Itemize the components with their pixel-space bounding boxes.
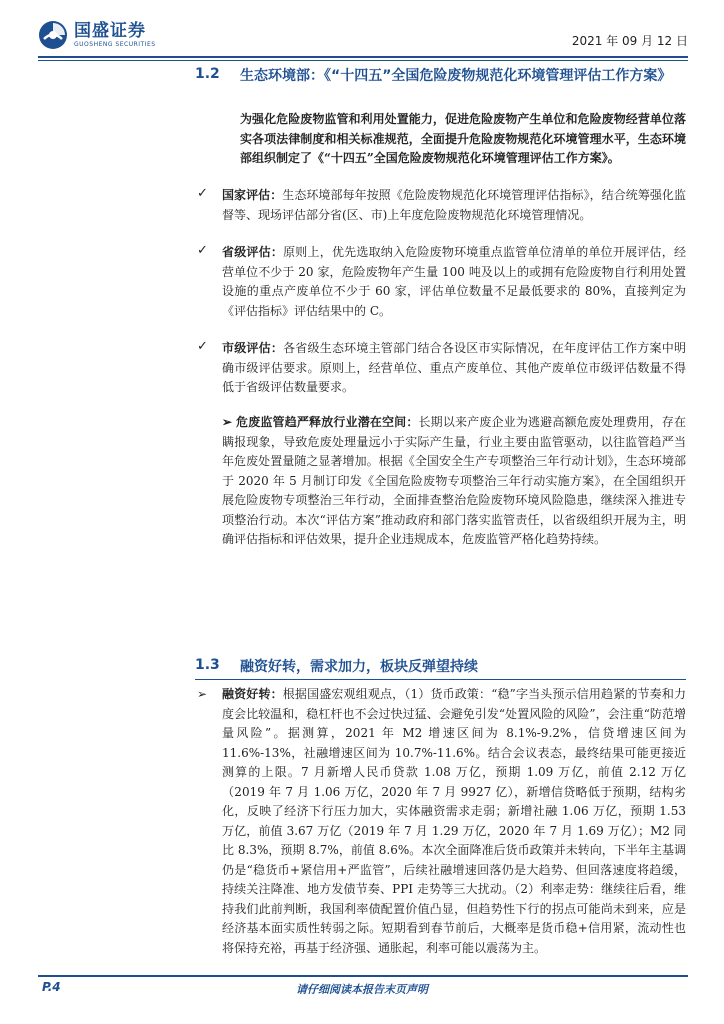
section-number: 1.3 bbox=[195, 657, 220, 673]
footer-disclaimer: 请仔细阅读本报告末页声明 bbox=[296, 983, 428, 996]
section-title: 生态环境部：《“十四五”全国危险废物规范化环境管理评估工作方案》 bbox=[240, 68, 672, 84]
financing-paragraph bbox=[222, 685, 686, 958]
section-intro: 为强化危险废物监管和利用处置能力，促进危险废物产生单位和危险废物经营单位落实各项法律制度和相关标准规范，全面提升危险废物规范化环境管理水平，生态环境部组织制定了《“十四五”全国危险废物规范化环境管理评估工作方案》。 bbox=[240, 112, 686, 165]
page-number: P.4 bbox=[42, 980, 61, 994]
footer-divider bbox=[38, 975, 688, 977]
logo-chinese-name: 国盛证券 bbox=[74, 20, 146, 41]
list-item-national bbox=[222, 186, 686, 225]
insight-text: 长期以来产废企业为逃避高额危废处理费用，存在瞒报现象，导致危废处理量远小于实际产生量，行业主要由监管驱动，以往监管趋严当年危废处置量随之显著增加。根据《全国安全生产专项整治三年行动计划》，生态环境部于 2020 年 5 月制订印发《全国危险废物专项整治三年行动实施方案》，在全国组织开展危险废物专项整治三年行动，全面排查整治危险废物环境风险隐患，继续深入推进专项整治行动。本次“评估方案”推动政府和部门落实监管责任，以省级组织开展为主，明确评估指标和评估效果，提升企业违规成本，危废监管严格化趋势持续。 bbox=[222, 415, 686, 546]
section-title: 融资好转，需求加力，板块反弹望持续 bbox=[240, 659, 478, 675]
list-item-text: 各省级生态环境主管部门结合各设区市实际情况，在年度评估工作方案中明确市级评估要求。原则上，经营单位、重点产废单位、其他产废单位市级评估数量不得低于省级评估数量要求。 bbox=[222, 341, 686, 394]
list-item-municipal bbox=[222, 339, 686, 398]
company-logo bbox=[38, 20, 156, 50]
list-item-label: 省级评估： bbox=[222, 245, 284, 259]
check-icon: ✓ bbox=[197, 339, 208, 354]
section-number: 1.2 bbox=[195, 66, 220, 82]
list-item-text: 生态环境部每年按照《危险废物规范化环境管理评估指标》，结合统筹强化监督等、现场评估部分省(区、市)上年度危险废物规范化环境管理情况。 bbox=[222, 188, 686, 222]
arrow-icon: ➢ bbox=[222, 415, 233, 429]
logo-english-name: GUOSHENG SECURITIES bbox=[74, 40, 156, 48]
list-item-text: 原则上，优先选取纳入危险废物环境重点监管单位清单的单位开展评估，经营单位不少于 20 家，危险废物年产生量 100 吨及以上的或拥有危险废物自行利用处置设施的重点产废单位不少于 60 家，评估单位数量不足最低要求的 80%，直接判定为《评估指标》评估结果中的 C。 bbox=[222, 245, 686, 318]
list-item-label: 国家评估： bbox=[222, 188, 283, 202]
report-date: 2021 年 09 月 12 日 bbox=[571, 34, 688, 48]
check-icon: ✓ bbox=[197, 243, 208, 258]
guosheng-logo-icon bbox=[38, 20, 68, 50]
list-item-label: 融资好转： bbox=[222, 687, 283, 701]
section-divider bbox=[195, 679, 686, 680]
list-item-text: 根据国盛宏观组观点，（1）货币政策：“稳”字当头预示信用趋紧的节奏和力度会比较温和，稳杠杆也不会过快过猛、会避免引发“处置风险的风险”，会注重“防范增量风险”。据测算，2021 年 M2 增速区间为 8.1%-9.2%，信贷增速区间为 11.6%-13%，社融增速区间为 10.7%-11.6%。结合会议表态，最终结果可能更接近测算的上限。7 月新增人民币贷款 1.08 万亿，预期 1.09 万亿，前值 2.12 万亿（2019 年 7 月 1.06 万亿，2020 年 7 月 9927 亿），新增信贷略低于预期，结构劣化，反映了经济下行压力加大，实体融资需求走弱；新增社融 1.06 万亿，预期 1.53 万亿，前值 3.67 万亿（2019 年 7 月 1.29 万亿，2020 年 7 月 1.69 万亿）；M2 同比 8.3%，预期 8.7%，前值 8.6%。本次全面降准后货币政策并未转向，下半年主基调仍是“稳货币+紧信用+严监管”，后续社融增速回落仍是大趋势、但回落速度将趋缓，持续关注降准、地方发债节奏、PPI 走势等三大扰动。（2）利率走势：继续往后看，维持我们此前判断，我国利率债配置价值凸显，但趋势性下行的拐点可能尚未到来，应是经济基本面实质性转弱之际。短期看到春节前后，大概率是货币稳+信用紧，流动性也将保持充裕，再基于经济强、通胀起，利率可能以震荡为主。 bbox=[222, 687, 686, 955]
header-divider-thin bbox=[38, 60, 688, 61]
arrow-icon: ➢ bbox=[197, 687, 208, 701]
header-divider bbox=[38, 56, 688, 58]
page-header bbox=[38, 20, 688, 56]
insight-label: 危废监管趋严释放行业潜在空间： bbox=[236, 415, 419, 429]
list-item-label: 市级评估： bbox=[222, 341, 284, 355]
check-icon: ✓ bbox=[197, 186, 208, 201]
insight-paragraph bbox=[222, 413, 686, 550]
list-item-provincial bbox=[222, 243, 686, 321]
